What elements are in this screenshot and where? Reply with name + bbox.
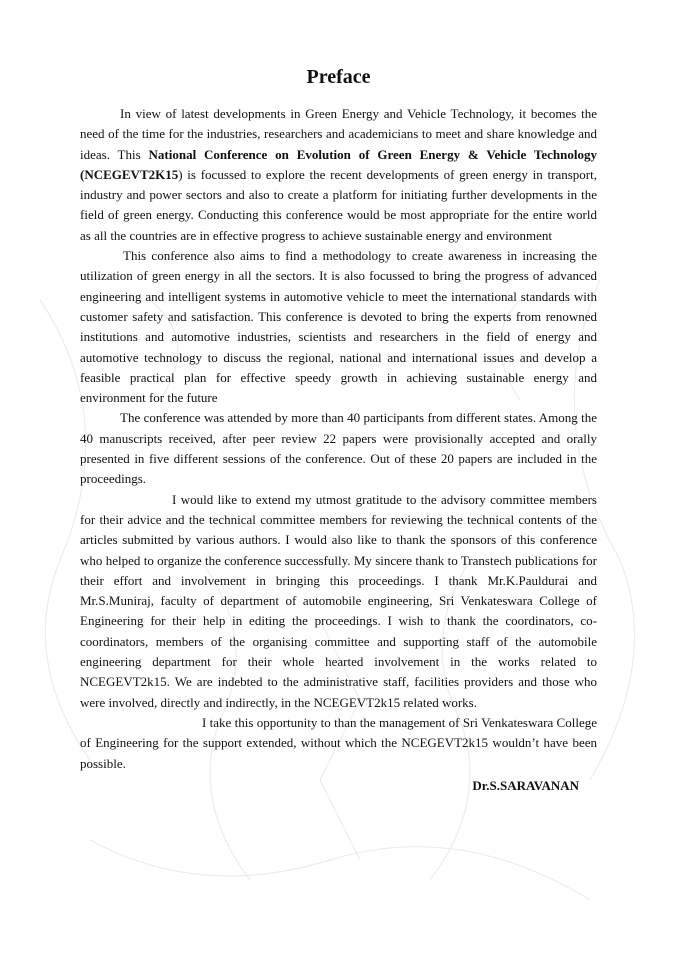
page-title: Preface	[306, 66, 371, 88]
paragraph-gratitude: I would like to extend my utmost gratitude to the advisory committee members for their advice and the technical committee members for reviewing the technical contents of the articles submitted by various authors. I would also like to thank the sponsors of this conference who helped to organize the conference successfully. My sincere thank to Transtech publications for their effort and involvement in bringing this proceedings. I thank Mr.K.Pauldurai and Mr.S.Muniraj, faculty of department of automobile engineering, Sri Venkateswara College of Engineering for their help in editing the proceedings. I wish to thank the coordinators, co-coordinators, members of the organising committee and supporting staff of the automobile engineering department for their whole hearted involvement in the works related to NCEGEVT2k15. We are indebted to the administrative staff, facilities providers and those who were involved, directly and indirectly, in the NCEGEVT2k15 related works.	[80, 491, 597, 710]
paragraph-intro	[80, 104, 597, 246]
preface-page	[80, 64, 597, 796]
paragraph-closing: I take this opportunity to than the management of Sri Venkateswara College of Engineering for the support extended, without which the NCEGEVT2k15 wouldn’t have been possible.	[80, 714, 597, 771]
paragraph-attendance: The conference was attended by more than 40 participants from different states. Among the 40 manuscripts received, after peer review 22 papers were provisionally accepted and orally presented in five different sessions of the conference. Out of these 20 papers are included in the proceedings.	[80, 410, 597, 487]
paragraph-intro-text: In view of latest developments in Green Energy and Vehicle Technology, it becomes the need of the time for the industries, researchers and academicians to meet and share knowledge and ideas. This	[80, 106, 597, 162]
signature: Dr.S.SARAVANAN	[472, 777, 579, 793]
paragraph-aims: This conference also aims to find a methodology to create awareness in increasing the utilization of green energy in all the sectors. It is also focussed to bring the progress of advanced engineering and intelligent systems in automotive vehicle to meet the international standards with customer safety and satisfaction. This conference is devoted to bring the experts from renowned institutions and automotive industries, scientists and researchers in the field of energy and automotive technology to discuss the regional, national and international issues and develop a feasible practical plan for effective speedy growth in achieving sustainable energy and environment for the future	[80, 248, 597, 406]
conference-name: National Conference on Evolution of Green Energy & Vehicle Technology (NCEGEVT2K15	[80, 146, 597, 182]
paragraph-intro-text-cont: ) is focussed to explore the recent developments of green energy in transport, industry and power sectors and also to create a platform for initiating further developments in the field of green energy. Conducting this conference would be most appropriate for the entire world as all the countries are in effective progress to achieve sustainable energy and environment	[80, 166, 597, 243]
